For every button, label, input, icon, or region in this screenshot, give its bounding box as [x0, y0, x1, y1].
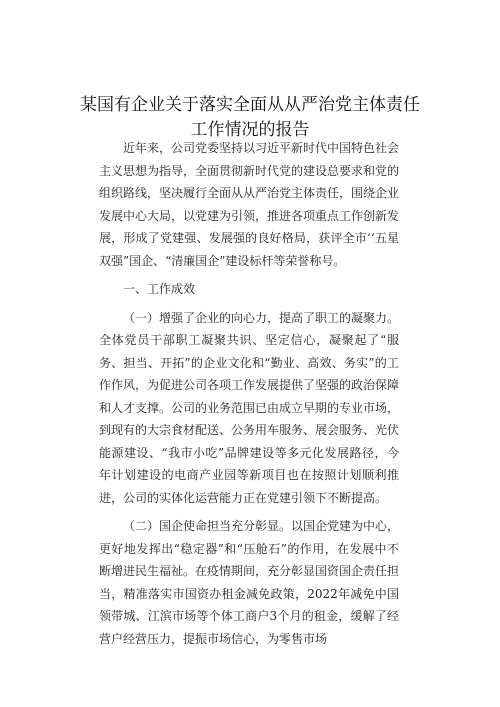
body-paragraph: （一）增强了企业的向心力，提高了职工的凝聚力。全体党员干部职工凝聚共识、坚定信心，凝聚起了“服务、担当、开拓”的企业文化和“勤业、高效、务实”的工作作风，为促进公司各项工作发展提供了坚强的政治保障和人才支撑。公司的业务范围已由成立早期的专业市场，到现有的大宗食材配送、公务用车服务、展会服务、光伏能源建设、“我市小吃”品牌建设等多元化发展路径，今年计划建设的电商产业园等新项目也在按照计划顺利推进，公司的实体化运营能力正在党建引领下不断提高。: [99, 310, 400, 505]
section-heading: 一、工作成效: [123, 282, 196, 296]
intro-paragraph: 近年来，公司党委坚持以习近平新时代中国特色社会主义思想为指导，全面贯彻新时代党的建设总要求和党的组织路线，坚决履行全面从从严治党主体责任，围绕企业发展中心大局，以党建为引领，推进各项重点工作创新发展，形成了党建强、发展强的良好格局，获评全市‘‘五星双强”国企、“清廉国企”建设标杆等荣誉称号。: [99, 141, 400, 268]
title-line-2: 工作情况的报告: [190, 120, 310, 140]
body-paragraph: （二）国企使命担当充分彰显。以国企党建为中心，更好地发挥出“稳定器”和“压舱石”的作用，在发展中不断增进民生福祉。在疫情期间，充分彰显国资国企责任担当，精准落实市国资办租金减免政策，2022年减免中国领带城、江滨市场等个体工商户3个月的租金，缓解了经营户经营压力，提振市场信心，为零售市场: [99, 519, 400, 646]
document-title: [60, 93, 440, 143]
document-body: [99, 137, 399, 656]
title-line-1: 某国有企业关于落实全面从从严治党主体责任: [80, 95, 420, 115]
